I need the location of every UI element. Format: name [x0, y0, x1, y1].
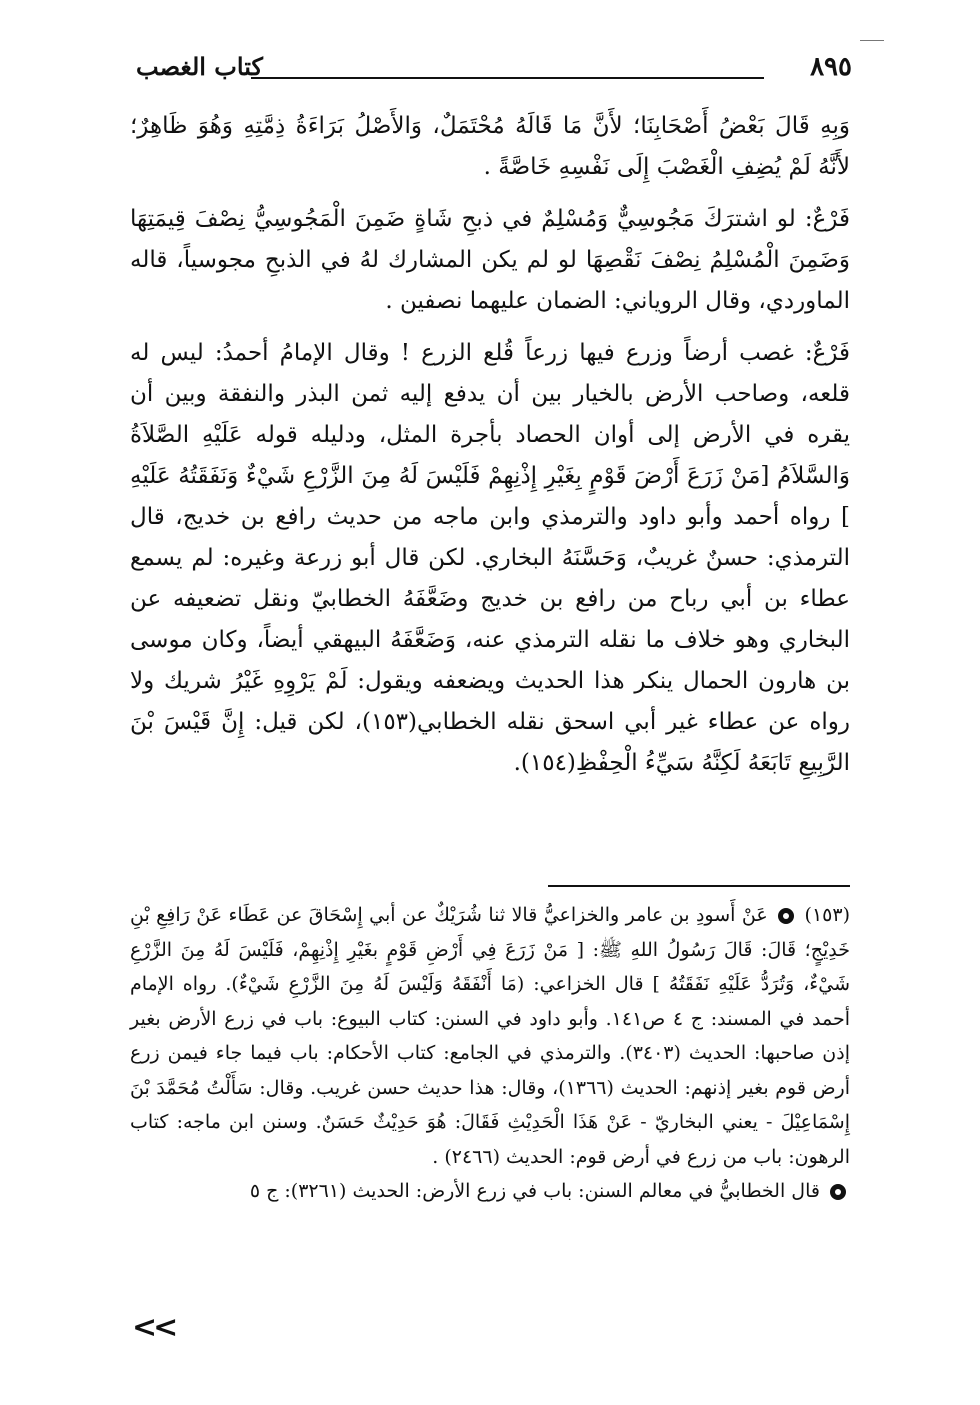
page-number: ٨٩٥ [810, 52, 852, 82]
main-text [130, 106, 850, 795]
footnote-153 [130, 898, 850, 1174]
paragraph-3: فَرْعٌ: غصب أرضاً وزرع فيها زرعاً قُلع الزرع ! وقال الإمامُ أحمدُ: ليس له قلعه، وصاحب الأرض بالخيار بين أن يدفع إليه ثمن البذر والنفقة وبين أن يقره في الأرض إلى أوان الحصاد بأجرة المثل، ودليله قوله عَلَيْهِ الصَّلاَةُ وَالسَّلاَمُ [مَنْ زَرَعَ أَرْضَ قَوْمٍ بِغَيْرِ إِذْنِهِمْ فَلَيْسَ لَهُ مِنَ الزَّرْعِ شَيْءٌ وَنَفَقَتُهُ عَلَيْهِ ] رواه أحمد وأبو داود والترمذي وابن ماجه من حديث رافع بن خديج، قال الترمذي: حسنٌ غريبٌ، وَحَسَّنَهُ البخاري. لكن قال أبو زرعة وغيره: لم يسمع عطاء بن أبي رباح من رافع بن خديج وضَعَّفَهُ الخطابيّ ونقل تضعيفه عن البخاري وهو خلاف ما نقله الترمذي عنه، وَضَعَّفَهُ البيهقي أيضاً، وكان موسى بن هارون الحمال ينكر هذا الحديث ويضعفه ويقول: لَمْ يَرْوِهِ غَيْرُ شريك ولا رواه عن عطاء غير أبي اسحق نقله الخطابي(١٥٣)، لكن قيل: إِنَّ قَيْسَ بْنَ الرَّبِيعِ تَابَعَهُ لَكِنَّهُ سَيِّءُ الْحِفْظِ(١٥٤). [130, 340, 850, 776]
footnote-text: عَنْ أَسودِ بن عامر والخزاعيُّ قالا ثنا شُرَيْكٌ عن أبي إِسْحَاقَ عن عَطَاء عَنْ رَافِعِ بْنِ خَدِيْجٍ؛ قَالَ: قَالَ رَسُولُ اللهِ ﷺ: [ مَنْ زَرَعَ فِي أَرْضِ قَوْمٍ بغَيْرِ إِذْنِهِمْ، فَلَيْسَ لَهُ مِنَ الزَّرْعِ شَيْءٌ، وَتُرَدُّ عَلَيْهِ نَفَقَتُهُ ] قال الخزاعي: (مَا أَنْفَقَهُ وَلَيْسَ لَهُ مِنَ الزَّرْعِ شَيْءٌ). رواه الإمام أحمد في المسند: ج ٤ ص١٤١. وأبو داود في السنن: كتاب البيوع: باب في زرع الأرض بغير إذن صاحبها: الحديث (٣٤٠٣). والترمذي في الجامع: كتاب الأحكام: باب فيما جاء فيمن زرع أرض قوم بغير إذنهم: الحديث (١٣٦٦)، وقال: هذا حديث حسن غريب. وقال: سَأَلْتُ مُحَمَّدَ بْنَ إِسْمَاعِيْلَ - يعني البخاريّ - عَنْ هَذَا الْحَدِيْثِ فَقَالَ: هُوَ حَدِيْثٌ حَسَنٌ. وسنن ابن ماجه: كتاب الرهون: باب من زرع في أرض قوم: الحديث (٢٤٦٦) . [130, 904, 851, 1168]
page-header [136, 50, 852, 90]
bullet-icon [778, 908, 794, 924]
continue-arrow-icon: << [132, 1310, 175, 1345]
footnote-continuation [130, 1174, 850, 1209]
footnote-number: (١٥٣) [804, 904, 851, 926]
paragraph-1: وَبِهِ قَالَ بَعْضُ أَصْحَابِنَا؛ لأَنَّ مَا قَالَهُ مُحْتَمَلٌ، وَالأَصْلُ بَرَاءَةُ ذِمَّتِهِ وَهُوَ ظَاهِرٌ؛ لأَنَّهُ لَمْ يُضِفِ الْغَصْبَ إِلَى نَفْسِهِ خَاصَّةً . [130, 113, 850, 180]
corner-mark [860, 40, 884, 41]
footnote-text: قال الخطابيُّ في معالم السنن: باب في زرع الأرض: الحديث (٣٢٦١): ج ٥ [249, 1180, 820, 1202]
header-rule [251, 77, 764, 79]
footnotes [130, 898, 850, 1209]
footnote-separator [548, 885, 850, 887]
running-title: كتاب الغصب [136, 52, 263, 81]
paragraph-2: فَرْعٌ: لو اشترَكَ مَجُوسِيٌّ وَمُسْلِمٌ في ذبحِ شَاةٍ ضَمِنَ الْمَجُوسِيُّ نِصْفَ قِيمَتِهَا وَضَمِنَ الْمُسْلِمُ نِصْفَ نَقْصِهَا لو لم يكن المشارك لهُ في الذبحِ مجوسياً، قاله الماوردي، وقال الروياني: الضمان عليهما نصفين . [130, 206, 850, 314]
bullet-icon [830, 1184, 846, 1200]
